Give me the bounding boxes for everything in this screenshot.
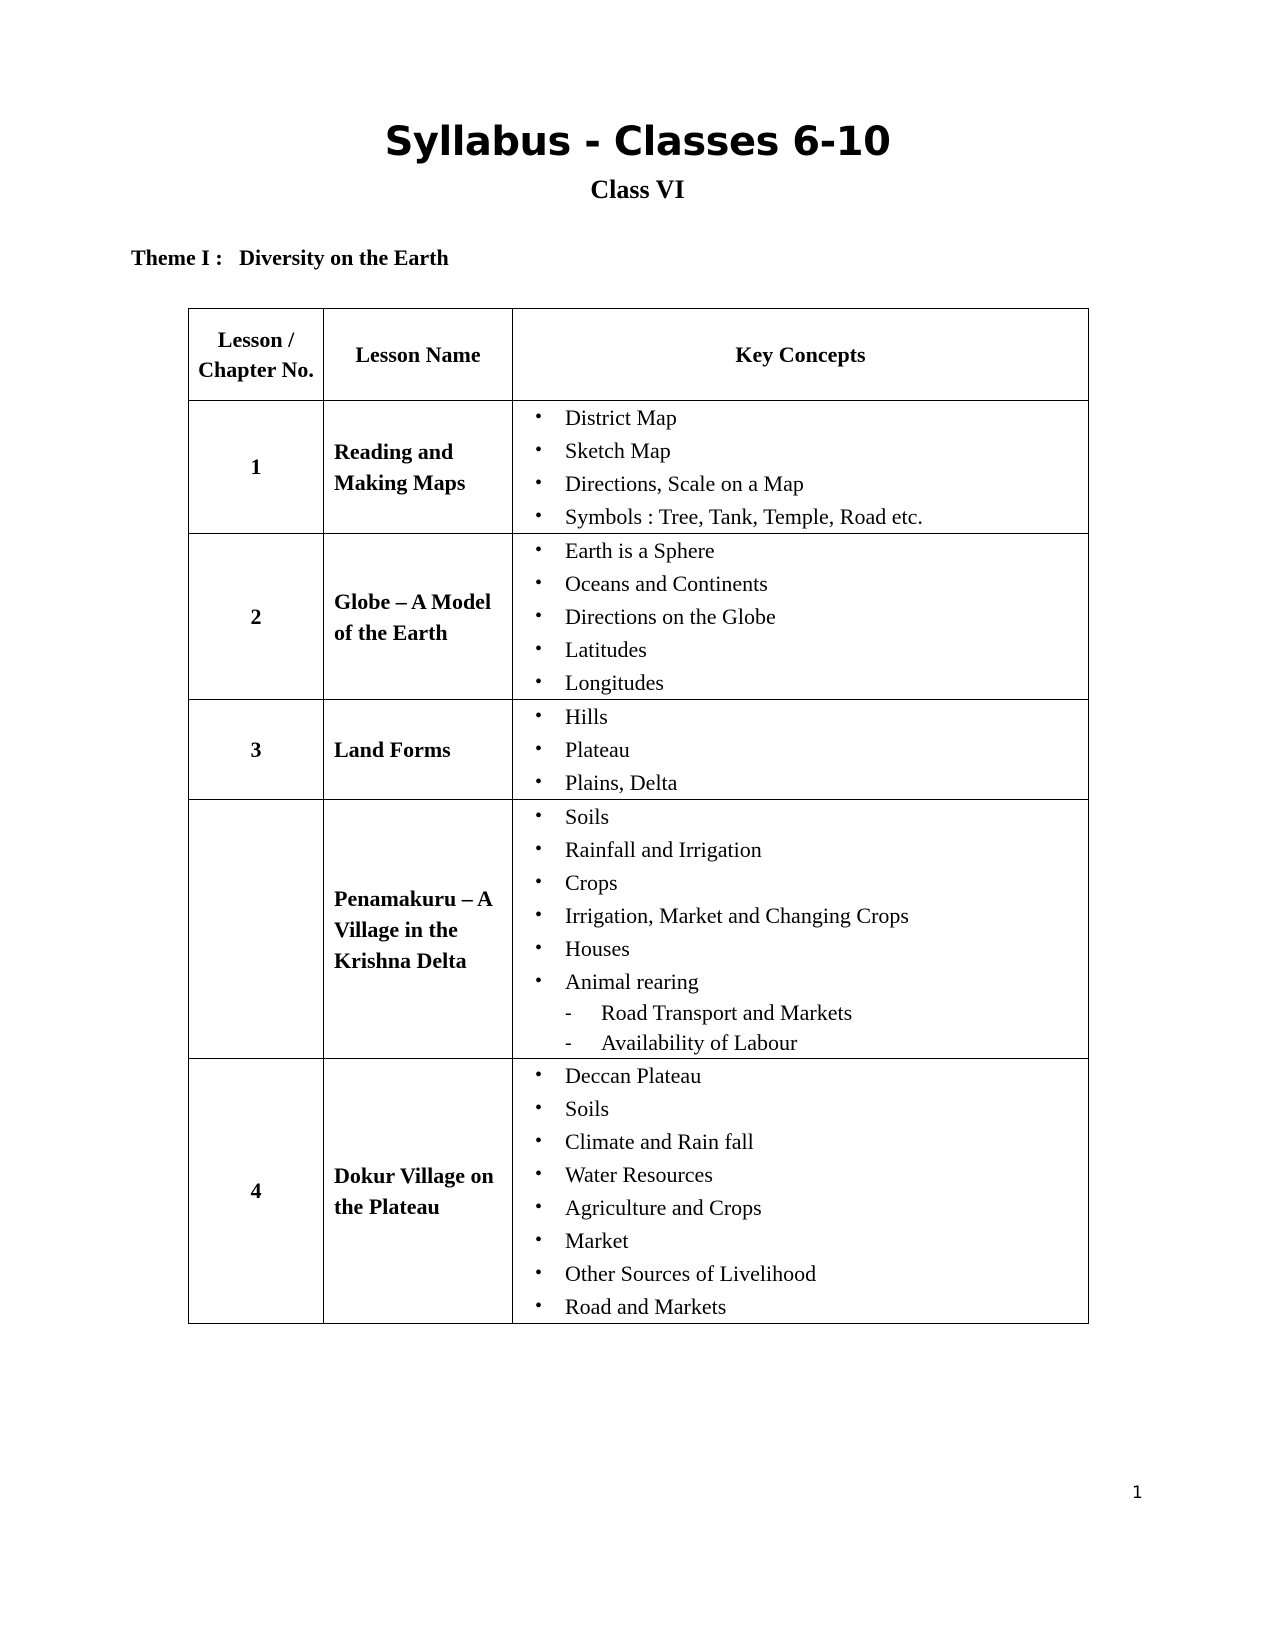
table-row bbox=[189, 401, 1089, 534]
sub-concept-label: Road Transport and Markets bbox=[601, 1000, 853, 1025]
key-concepts-cell bbox=[513, 401, 1089, 534]
concept-item: • Animal rearing bbox=[533, 965, 1088, 998]
concept-item: • District Map bbox=[533, 401, 1088, 434]
concept-item: • Earth is a Sphere bbox=[533, 534, 1088, 567]
concept-item: • Road and Markets bbox=[533, 1290, 1088, 1323]
concept-item: • Deccan Plateau bbox=[533, 1059, 1088, 1092]
lesson-number: 1 bbox=[189, 401, 324, 534]
header-lesson-no: Lesson / Chapter No. bbox=[189, 309, 324, 401]
table-header-row bbox=[189, 309, 1089, 401]
key-concepts-cell bbox=[513, 800, 1089, 1059]
sub-concept-item bbox=[533, 998, 1088, 1028]
lesson-number: 3 bbox=[189, 700, 324, 800]
concept-list bbox=[513, 700, 1088, 799]
lesson-number bbox=[189, 800, 324, 1059]
concept-item: • Oceans and Continents bbox=[533, 567, 1088, 600]
lesson-number: 2 bbox=[189, 534, 324, 700]
concept-item: • Latitudes bbox=[533, 633, 1088, 666]
theme-heading: Theme I : Diversity on the Earth bbox=[131, 245, 449, 270]
concept-item: • Houses bbox=[533, 932, 1088, 965]
page-title: Syllabus - Classes 6-10 bbox=[384, 119, 891, 165]
concept-item: • Soils bbox=[533, 1092, 1088, 1125]
lesson-name: Globe – A Model of the Earth bbox=[324, 534, 513, 700]
lesson-number: 4 bbox=[189, 1059, 324, 1324]
syllabus-table bbox=[188, 308, 1089, 1324]
concept-item: • Plains, Delta bbox=[533, 766, 1088, 799]
concept-item: • Agriculture and Crops bbox=[533, 1191, 1088, 1224]
concept-item: • Market bbox=[533, 1224, 1088, 1257]
concept-item: • Soils bbox=[533, 800, 1088, 833]
sub-concept-item bbox=[533, 1028, 1088, 1058]
table-row bbox=[189, 700, 1089, 800]
sub-concept-label: Availability of Labour bbox=[601, 1030, 798, 1055]
table-row bbox=[189, 534, 1089, 700]
concept-item: • Water Resources bbox=[533, 1158, 1088, 1191]
concept-item: • Plateau bbox=[533, 733, 1088, 766]
concept-item: • Crops bbox=[533, 866, 1088, 899]
key-concepts-cell bbox=[513, 534, 1089, 700]
concept-list bbox=[513, 401, 1088, 533]
header-lesson-name: Lesson Name bbox=[324, 309, 513, 401]
concept-list bbox=[513, 800, 1088, 1058]
concept-item: • Directions on the Globe bbox=[533, 600, 1088, 633]
table-row bbox=[189, 1059, 1089, 1324]
concept-list bbox=[513, 1059, 1088, 1323]
lesson-name: Penamakuru – A Village in the Krishna Delta bbox=[324, 800, 513, 1059]
concept-item: • Sketch Map bbox=[533, 434, 1088, 467]
concept-item: • Directions, Scale on a Map bbox=[533, 467, 1088, 500]
key-concepts-cell bbox=[513, 1059, 1089, 1324]
concept-list bbox=[513, 534, 1088, 699]
concept-item: • Symbols : Tree, Tank, Temple, Road etc. bbox=[533, 500, 1088, 533]
lesson-name: Dokur Village on the Plateau bbox=[324, 1059, 513, 1324]
concept-item: • Longitudes bbox=[533, 666, 1088, 699]
header-key-concepts: Key Concepts bbox=[513, 309, 1089, 401]
concept-item: • Hills bbox=[533, 700, 1088, 733]
key-concepts-cell bbox=[513, 700, 1089, 800]
table-row bbox=[189, 800, 1089, 1059]
concept-item: • Other Sources of Livelihood bbox=[533, 1257, 1088, 1290]
page-number: 1 bbox=[1132, 1483, 1143, 1503]
class-heading: Class VI bbox=[590, 175, 685, 204]
concept-item: • Climate and Rain fall bbox=[533, 1125, 1088, 1158]
lesson-name: Land Forms bbox=[324, 700, 513, 800]
concept-item: • Irrigation, Market and Changing Crops bbox=[533, 899, 1088, 932]
concept-item: • Rainfall and Irrigation bbox=[533, 833, 1088, 866]
lesson-name: Reading and Making Maps bbox=[324, 401, 513, 534]
